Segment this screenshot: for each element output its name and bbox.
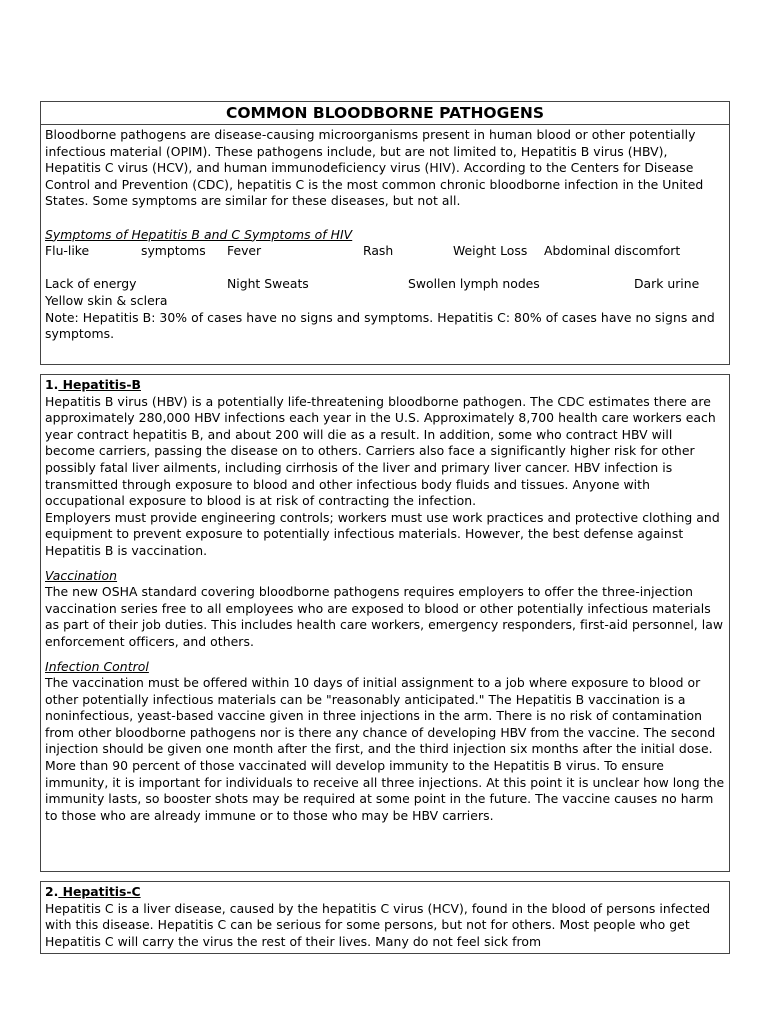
symptom-item: Night Sweats: [227, 276, 309, 292]
symptoms-heading-text: Symptoms of Hepatitis B and C Symptoms of HIV: [45, 226, 353, 242]
section-title: Hepatitis-B: [58, 377, 141, 392]
vaccination-heading: Vaccination: [45, 567, 118, 583]
hepatitis-c-heading: [41, 882, 729, 901]
symptom-item: Rash: [363, 243, 394, 259]
symptom-item: Flu-like: [45, 243, 90, 259]
section-title: Hepatitis-C: [58, 884, 141, 899]
symptom-item: Weight Loss: [453, 243, 528, 259]
intro-paragraph: Bloodborne pathogens are disease-causing microorganisms present in human blood or other potentially infectious material (OPIM). These pathogens include, but are not limited to, Hepatitis B virus (HBV), Hepatitis C virus (HCV), and human immunodeficiency virus (HIV). According to the Centers for Disease Control and Prevention (CDC), hepatitis C is the most common chronic bloodborne infection in the United States. Some symptoms are similar for these diseases, but not all.: [45, 127, 704, 209]
page-title: COMMON BLOODBORNE PATHOGENS: [41, 102, 729, 125]
hepatitis-b-section: [40, 374, 730, 872]
symptoms-row-1: [41, 243, 729, 260]
infection-control-paragraph: The vaccination must be offered within 10 days of initial assignment to a job where exposure to blood or other potentially infectious materials can be "reasonably anticipated." The Hepatitis B vaccination is a noninfectious, yeast-based vaccine given in three injections in the arm. There is no risk of contamination from other bloodborne pathogens nor is there any chance of developing HBV from the vaccine. The second injection should be given one month after the first, and the third injection six months after the initial dose. More than 90 percent of those vaccinated will develop immunity to the Hepatitis B virus. To ensure immunity, it is important for individuals to receive all three injections. At this point it is unclear how long the immunity lasts, so booster shots may be required at some point in the future. The vaccine causes no harm to those who are already immune or to those who may be HBV carriers.: [45, 675, 725, 823]
note-text: Note: Hepatitis B: 30% of cases have no signs and symptoms. Hepatitis C: 80% of cases have no signs and symptoms.: [45, 309, 715, 342]
section-number: 1.: [45, 377, 59, 392]
symptom-item: Fever: [227, 243, 262, 259]
hepatitis-b-paragraph-1: Hepatitis B virus (HBV) is a potentially life-threatening bloodborne pathogen. The CDC estimates there are approximately 280,000 HBV infections each year in the U.S. Approximately 8,700 health care workers each year contract hepatitis B, and about 200 will die as a result. In addition, some who contract HBV will become carriers, passing the disease on to others. Carriers also face a significantly higher risk for other possibly fatal liver ailments, including cirrhosis of the liver and primary liver cancer. HBV infection is transmitted through exposure to blood and other infectious body fluids and tissues. Anyone with occupational exposure to blood is at risk of contracting the infection.: [45, 393, 716, 509]
vaccination-paragraph: The new OSHA standard covering bloodborne pathogens requires employers to offer the three-injection vaccination series free to all employees who are exposed to blood or other potentially infectious materials as part of their job duties. This includes health care workers, emergency responders, first-aid personnel, law enforcement officers, and others.: [45, 584, 724, 649]
symptoms-row-2: [41, 276, 729, 293]
hepatitis-b-paragraph-2: Employers must provide engineering controls; workers must use work practices and protective clothing and equipment to prevent exposure to potentially infectious materials. However, the best defense against Hepatitis B is vaccination.: [45, 509, 720, 558]
section-number: 2.: [45, 884, 59, 899]
symptoms-heading: [41, 227, 729, 244]
symptom-item: Yellow skin & sclera: [45, 292, 168, 308]
symptom-item: Dark urine: [634, 276, 700, 292]
symptom-item: Abdominal discomfort: [544, 243, 681, 259]
symptom-item: Swollen lymph nodes: [408, 276, 540, 292]
hepatitis-c-section: [40, 881, 730, 954]
intro-section: [40, 101, 730, 365]
symptom-item: symptoms: [141, 243, 206, 259]
hepatitis-b-heading: [41, 375, 729, 394]
infection-control-heading: Infection Control: [45, 658, 149, 674]
symptom-item: Lack of energy: [45, 276, 137, 292]
hepatitis-c-paragraph-1: Hepatitis C is a liver disease, caused by the hepatitis C virus (HCV), found in the blood of persons infected with this disease. Hepatitis C can be serious for some persons, but not for others. Most people who get Hepatitis C will carry the virus the rest of their lives. Many do not feel sick from: [45, 900, 711, 949]
